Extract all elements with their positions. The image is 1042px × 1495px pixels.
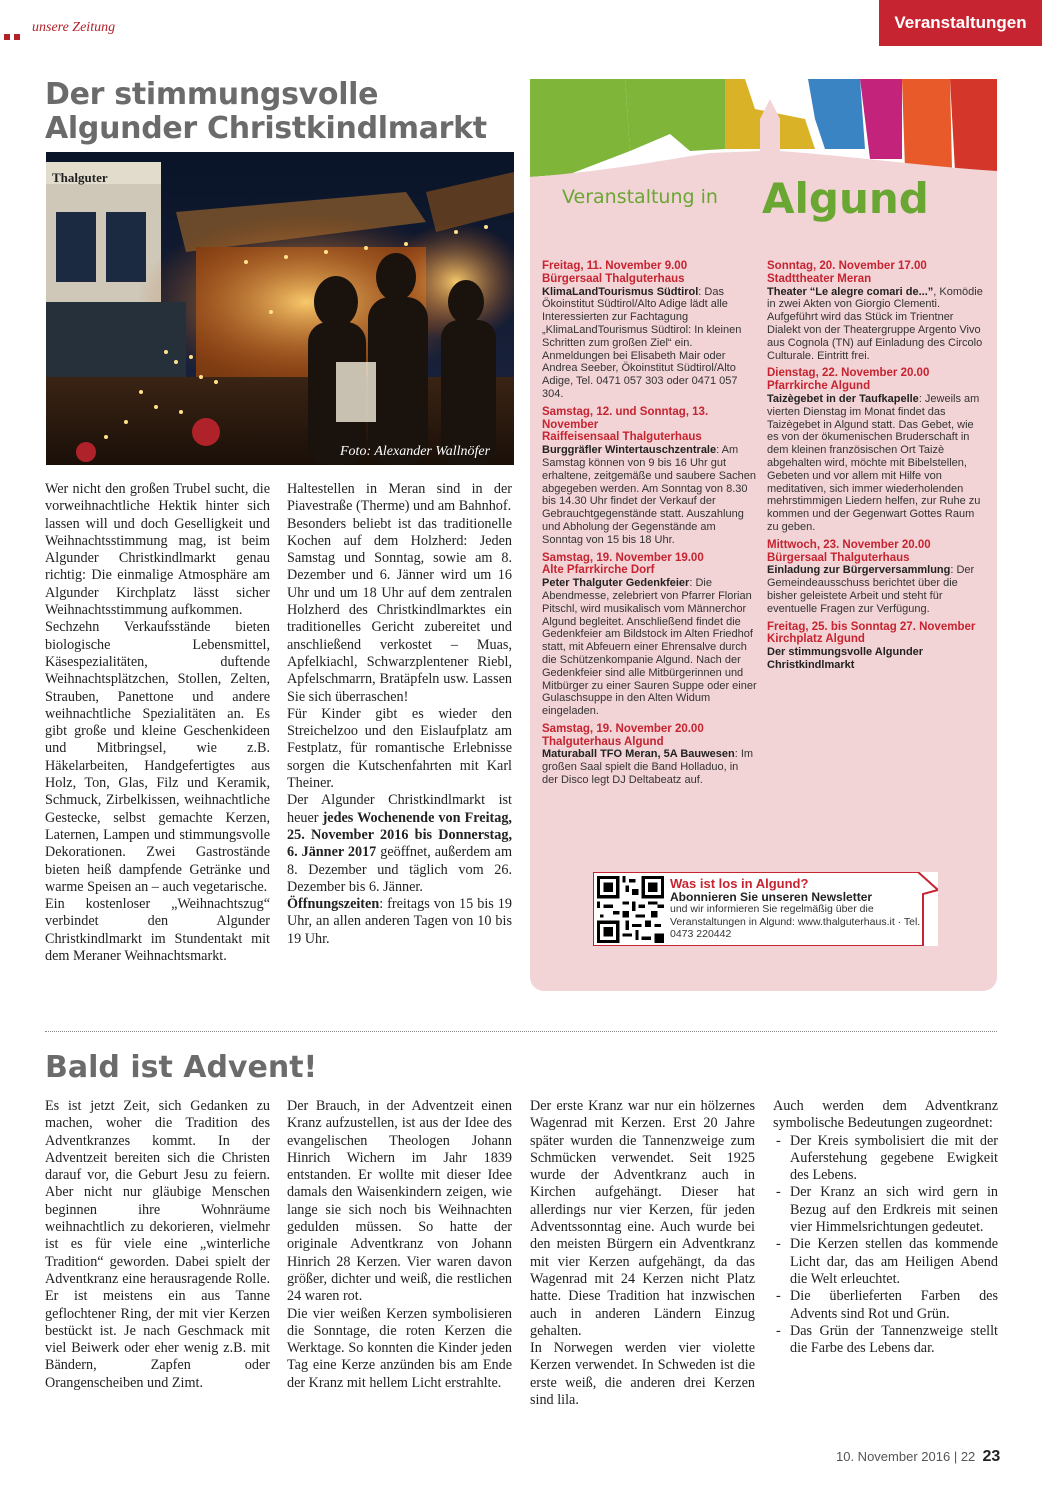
event-title: Peter Thalguter Gedenkfeier — [542, 577, 690, 590]
article-title: Bald ist Advent! — [45, 1050, 318, 1085]
list-item: - Die überlieferten Farben des Advents sind Rot und Grün. — [773, 1288, 998, 1323]
paragraph: Sechzehn Verkaufsstände bieten biologische Lebensmittel, Käsespezialitäten, duftende Weihnachtsplätzchen, Stollen, Zelten, Strauben, Panettone und andere weihnachtliche Spezialitäten an. Es gibt große und kleine Geschenkideen und Mitbringsel, wie z.B. Häkelarbeiten, Handgefertigtes aus Holz, Ton, Glas, Filz und Keramik, Schmuck, Zirbelkissen, weihnachtliche Gestecke, selbst gemachte Kerzen, Laternen, Lampen und stimmungsvolle Dekorationen. Zwei Gastrostände bieten heiß dampfende Getränke und warme Speisen an – auch vegetarische. — [45, 619, 270, 895]
text-segment: : freitags von 15 bis 19 Uhr, an allen anderen Tagen von 10 bis 19 Uhr. — [287, 896, 512, 947]
meaning-list — [773, 1133, 998, 1358]
page-number: 23 — [982, 1448, 1001, 1465]
paragraph: Es ist jetzt Zeit, sich Gedanken zu machen, woher die Tradition des Adventkranzes kommt. In der Adventzeit bereiten sich die Christen darauf vor, die Geburt Jesu zu feiern. Aber nicht nur gläubige Menschen beginnen ihre Wohnräume weihnachtlich zu dekorieren, vielmehr ist es für viele eine „winterliche Tradition“ geworden. Dabei spielt der Adventkranz eine herausragende Rolle. Er ist meistens ein aus Tanne geflochtener Ring, der mit vier Kerzen bestückt ist. Je nach Geschmack mit viel Beiwerk oder eher wenig z.B. mit Bändern, Zapfen oder Orangenscheiben und Zimt. — [45, 1098, 270, 1391]
event-text: : Am Samstag können von 9 bis 16 Uhr gut erhaltene, zeitgemäße und saubere Sachen abgegeben werden. Am Sonntag von 8.30 bis 14.30 Uhr findet der Verkauf der Gebrauchtgegenstände statt. Auszahlung und Abholung der Gegenstände am Sonntag von 15 bis 18 Uhr. — [542, 444, 757, 546]
list-item: - Der Kranz an sich wird gern in Bezug auf den Erdkreis mit seinen vier Himmelsrichtungen gedeutet. — [773, 1184, 998, 1236]
article-column-4 — [773, 1098, 998, 1357]
list-item: - Das Grün der Tannenzweige stellt die Farbe des Lebens dar. — [773, 1323, 998, 1358]
event-description — [542, 577, 757, 718]
paragraph — [287, 896, 512, 948]
issue-date: 10. November 2016 — [836, 1449, 951, 1464]
paragraph: Der Brauch, in der Adventzeit einen Kranz aufzustellen, ist aus der Idee des evangelischen Theologen Johann Hinrich Wichern im Jahr 1839 entstanden. Er wollte mit dieser Idee damals den Waisenkindern zeigen, wie lange sie sich noch bis Weihnachten gedulden müssen. So hatte der originale Adventkranz von Johann Hinrich 28 Kerzen. Vier waren davon größer, dichter und weiß, die restlichen 24 waren rot. — [287, 1098, 512, 1305]
event-item — [767, 260, 985, 362]
photo-sign: Thalguter — [52, 170, 108, 185]
newsletter-text — [670, 878, 940, 941]
event-venue: Alte Pfarrkirche Dorf — [542, 564, 655, 577]
event-title: Maturaball TFO Meran, 5A Bauwesen — [542, 748, 735, 761]
event-text: : Jeweils am vierten Dienstag im Monat findet das Taizègebet in Algund statt. Das Gebet, wie es von der ökumenischen Bruderschaft in dem kleinen französischen Ort Taizè abgehalten wird, möchte mit Bibelstellen, Gebeten und vor allem mit Hilfe von meditativen, sich immer wiederholenden mehrstimmigen Liedern helfen, zur Ruhe zu kommen und der Gegenwart Gottes Raum zu geben. — [767, 392, 981, 533]
event-date: Samstag, 19. November 20.00 — [542, 722, 704, 735]
event-venue: Kirchplatz Algund — [767, 633, 865, 646]
paragraph: Haltestellen in Meran sind in der Piavestraße (Therme) und am Bahnhof. — [287, 481, 512, 515]
list-item: - Die Kerzen stellen das kommende Licht dar, das am Heiligen Abend die Welt erleuchtet. — [773, 1236, 998, 1288]
event-text: , Komödie in zwei Akten von Giorgio Clementi. Aufgeführt wird das Stück im Trientner Dialekt von der Theatergruppe Argento Vivo aus Cognola (TN) auf Einladung des Circolo Culturale. Eintritt frei. — [767, 285, 983, 362]
article-column-1 — [45, 481, 270, 965]
newsletter-heading: Was ist los in Algund? — [670, 876, 809, 891]
event-item — [542, 552, 757, 718]
paragraph: Für Kinder gibt es wieder den Streichelzoo und den Eislaufplatz am Festplatz, für romantische Erlebnisse sorgen die Kutschenfahrten mit Karl Theiner. — [287, 705, 512, 792]
event-date: Samstag, 19. November 19.00 — [542, 551, 704, 564]
event-description — [767, 393, 985, 534]
event-title: Theater “Le alegre comari de...” — [767, 285, 934, 298]
event-description — [542, 444, 757, 546]
photo-caption: Foto: Alexander Wallnöfer — [340, 444, 491, 459]
newsletter-info: und wir informieren Sie regelmäßig über die Veranstaltungen in Algund: www.thalguterhaus.it · Tel. 0473 220442 — [670, 903, 921, 940]
paragraph: Auch werden dem Adventkranz symbolische Bedeutungen zugeordnet: — [773, 1098, 998, 1132]
event-text: : Der Gemeindeausschuss berichtet über die bisher geleistete Arbeit und steht für eventuelle Fragen zur Verfügung. — [767, 564, 975, 615]
panel-banner-graphic — [530, 79, 997, 189]
event-date: Samstag, 12. und Sonntag, 13. November — [542, 405, 709, 431]
section-tab: Veranstaltungen — [879, 0, 1042, 46]
footer-separator: | — [953, 1449, 958, 1464]
issue-number: 22 — [960, 1449, 976, 1464]
brand-logo: unsere Zeitung — [32, 20, 116, 35]
event-date: Mittwoch, 23. November 20.00 — [767, 538, 931, 551]
events-column-left — [542, 260, 757, 792]
paragraph: Die vier weißen Kerzen symbolisieren die Sonntage, die roten Kerzen die Werktage. So konnten die Kinder jeden Tag eine Kerze anzünden bis am Ende der Kranz mit hellem Licht erstrahlte. — [287, 1305, 512, 1391]
brand-dots — [4, 27, 26, 35]
event-venue: Bürgersaal Thalguterhaus — [542, 272, 685, 285]
event-title: KlimaLandTourismus Südtirol — [542, 285, 699, 298]
events-column-right — [767, 260, 985, 677]
event-item — [767, 539, 985, 616]
panel-title-prefix: Veranstaltung in — [562, 186, 718, 208]
event-venue: Pfarrkirche Algund — [767, 380, 871, 393]
event-venue: Thalguterhaus Algund — [542, 735, 664, 748]
text-segment: Der Algunder Christkindlmarkt ist heuer — [287, 792, 512, 826]
event-venue: Stadttheater Meran — [767, 272, 872, 285]
text-segment: geöffnet, außerdem am 8. Dezember und täglich vom 26. Dezember bis 6. Jänner. — [287, 844, 512, 895]
list-item: - Der Kreis symbolisiert die mit der Auferstehung gegebene Ewigkeit des Lebens. — [773, 1133, 998, 1185]
qr-code-icon[interactable] — [597, 876, 664, 943]
event-text: : Im großen Saal spielt die Band Holladuo, in der Disco legt DJ Deltabeatz auf. — [542, 748, 754, 787]
article-column-2 — [287, 481, 512, 948]
event-item — [542, 260, 757, 401]
event-item — [767, 621, 985, 672]
paragraph: Ein kostenloser „Weihnachtszug“ verbindet den Algunder Christkindlmarkt im Stundentakt mit dem Meraner Weihnachtsmarkt. — [45, 896, 270, 965]
event-venue: Bürgersaal Thalguterhaus — [767, 551, 910, 564]
event-date: Freitag, 11. November 9.00 — [542, 260, 688, 272]
event-text: : Das Ökoinstitut Südtirol/Alto Adige lädt alle Interessierten zur Fachtagung „KlimaLandTourismus Südtirol: In kleinen Schritten zum großen Ziel“ ein. Anmeldungen bei Elisabeth Mair oder Andrea Seeber, Ökoinstitut Südtirol/Alto Adige, Tel. 0471 057 303 oder 0471 057 304. — [542, 285, 742, 400]
event-title: Einladung zur Bürgerversammlung — [767, 564, 951, 577]
event-item — [542, 723, 757, 787]
event-text: : Die Abendmesse, zelebriert von Pfarrer Florian Pitschl, wird musikalisch vom Männerchor Algund begleitet. Anschließend findet die Gedenkfeier am Bildstock im Alten Friedhof statt, mit Abfeuern einer Ehrensalve durch die Schützenkompanie Algund. Nach der Gedenkfeier sind alle Mitbürgerinnen und Mitbürger zu einer Sauren Suppe oder einer Gulaschsuppe in den Alten Widum eingeladen. — [542, 577, 757, 718]
event-description — [767, 286, 985, 363]
event-title: Taizègebet in der Taufkapelle — [767, 392, 919, 405]
market-photo-illustration — [46, 152, 514, 465]
page-footer — [836, 1448, 1000, 1466]
article-title: Der stimmungsvolle Algunder Christkindlmarkt — [45, 77, 487, 146]
newsletter-subheading: Abonnieren Sie unseren Newsletter — [670, 889, 873, 904]
opening-dates: jedes Wochenende von Freitag, 25. November 2016 bis Donnerstag, 6. Jänner 2017 — [287, 809, 512, 861]
event-date: Sonntag, 20. November 17.00 — [767, 260, 927, 272]
market-photo — [46, 152, 514, 465]
event-item — [767, 367, 985, 533]
paragraph: Der erste Kranz war nur ein hölzernes Wagenrad mit Kerzen. Erst 20 Jahre später wurden die Tannenzweige zum Schmücken verwendet. Seit 1925 wurde der Adventkranz auch in Kirchen aufgehängt. Dieser hat allerdings nur vier Kerzen, für jeden Adventssonntag eine. Auch wurde bei den meisten Bürgern ein Adventkranz mit vier Kerzen aufgehängt, da das Wagenrad mit 24 Kerzen nicht Platz hatte. Diese Tradition hat inzwischen auch in anderen Ländern Einzug gehalten. — [530, 1098, 755, 1339]
section-divider — [45, 1031, 997, 1032]
panel-title-town: Algund — [762, 174, 929, 223]
event-title: Der stimmungsvolle Algunder Christkindlmarkt — [767, 646, 924, 671]
event-item — [542, 406, 757, 547]
paragraph: Besonders beliebt ist das traditionelle Kochen auf dem Holzherd: Jeden Samstag und Sonntag, sowie am 8. Dezember und 6. Jänner wird um 16 Uhr und um 18 Uhr auf dem zentralen Holzherd des Christkindlmarktes ein traditionelles Gericht zubereitet und anschließend verkostet – Muas, Apfelkiachl, Schwarzplentener Riebl, Apfelschmarrn, Bratäpfeln usw. Lassen Sie sich überraschen! — [287, 515, 512, 705]
paragraph: In Norwegen werden vier violette Kerzen verwendet. In Schweden ist die erste weiß, die anderen drei Kerzen sind lila. — [530, 1340, 755, 1409]
event-description — [767, 646, 985, 672]
event-description — [542, 748, 757, 786]
article-column-3 — [530, 1098, 755, 1409]
event-description — [542, 286, 757, 401]
article-column-1 — [45, 1098, 270, 1392]
event-date: Freitag, 25. bis Sonntag 27. November — [767, 620, 976, 633]
event-date: Dienstag, 22. November 20.00 — [767, 367, 930, 380]
event-description — [767, 564, 985, 615]
article-column-2 — [287, 1098, 512, 1392]
paragraph — [287, 792, 512, 896]
opening-hours-label: Öffnungszeiten — [287, 896, 380, 913]
event-venue: Raiffeisensaal Thalguterhaus — [542, 431, 702, 444]
event-title: Burggräfler Wintertauschzentrale — [542, 444, 717, 457]
paragraph: Wer nicht den großen Trubel sucht, die vorweihnachtliche Hektik hinter sich lassen will und doch Geselligkeit und Weihnachtsstimmung mag, ist beim Algunder Christkindlmarkt genau richtig: Die einmalige Atmosphäre am Algunder Kirchplatz lässt sicher Weihnachtsstimmung aufkommen. — [45, 481, 270, 619]
